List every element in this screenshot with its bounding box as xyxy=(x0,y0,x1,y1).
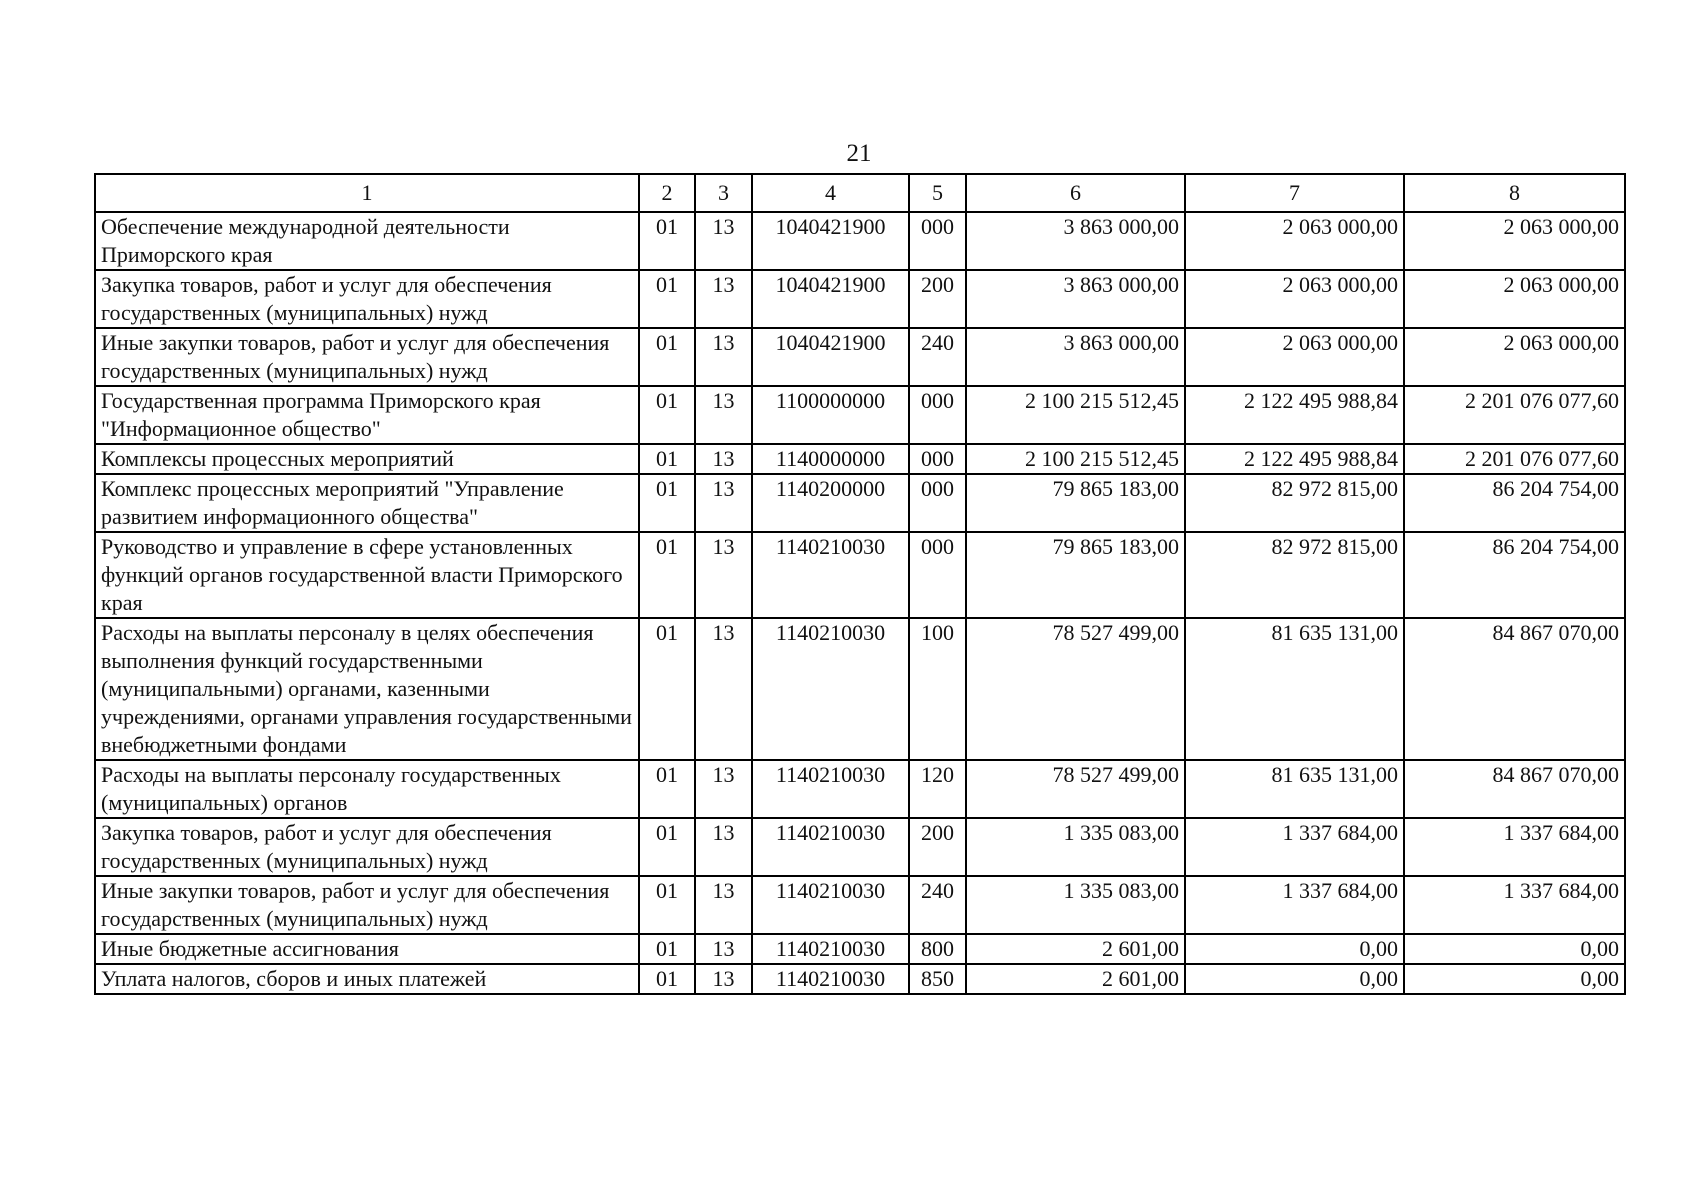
subsection-code: 13 xyxy=(695,876,752,934)
expense-type-code: 200 xyxy=(909,818,966,876)
amount-col-7: 2 063 000,00 xyxy=(1185,270,1404,328)
amount-col-6: 2 100 215 512,45 xyxy=(966,444,1185,474)
table-row xyxy=(95,964,1625,994)
target-article-code: 1040421900 xyxy=(752,328,909,386)
table-row xyxy=(95,934,1625,964)
section-code: 01 xyxy=(639,934,695,964)
subsection-code: 13 xyxy=(695,532,752,618)
subsection-code: 13 xyxy=(695,760,752,818)
section-code: 01 xyxy=(639,444,695,474)
column-header: 3 xyxy=(695,174,752,212)
subsection-code: 13 xyxy=(695,386,752,444)
amount-col-8: 2 201 076 077,60 xyxy=(1404,444,1625,474)
amount-col-6: 3 863 000,00 xyxy=(966,212,1185,270)
amount-col-8: 1 337 684,00 xyxy=(1404,818,1625,876)
section-code: 01 xyxy=(639,818,695,876)
table-row xyxy=(95,876,1625,934)
amount-col-7: 81 635 131,00 xyxy=(1185,618,1404,760)
row-name: Обеспечение международной деятельности Приморского края xyxy=(95,212,639,270)
row-name: Расходы на выплаты персоналу в целях обеспечения выполнения функций государственными (муниципальными) органами, казенными учреждениями, органами управления государственными внебюджетными фондами xyxy=(95,618,639,760)
expense-type-code: 800 xyxy=(909,934,966,964)
expense-type-code: 100 xyxy=(909,618,966,760)
amount-col-6: 79 865 183,00 xyxy=(966,532,1185,618)
amount-col-8: 84 867 070,00 xyxy=(1404,618,1625,760)
amount-col-6: 2 601,00 xyxy=(966,964,1185,994)
expense-type-code: 240 xyxy=(909,328,966,386)
section-code: 01 xyxy=(639,328,695,386)
subsection-code: 13 xyxy=(695,474,752,532)
target-article-code: 1140210030 xyxy=(752,760,909,818)
column-header: 8 xyxy=(1404,174,1625,212)
target-article-code: 1040421900 xyxy=(752,270,909,328)
amount-col-7: 0,00 xyxy=(1185,934,1404,964)
section-code: 01 xyxy=(639,964,695,994)
amount-col-6: 3 863 000,00 xyxy=(966,328,1185,386)
target-article-code: 1140210030 xyxy=(752,964,909,994)
row-name: Закупка товаров, работ и услуг для обеспечения государственных (муниципальных) нужд xyxy=(95,270,639,328)
expense-type-code: 120 xyxy=(909,760,966,818)
amount-col-6: 2 601,00 xyxy=(966,934,1185,964)
subsection-code: 13 xyxy=(695,328,752,386)
column-header: 7 xyxy=(1185,174,1404,212)
expense-type-code: 000 xyxy=(909,386,966,444)
expense-type-code: 200 xyxy=(909,270,966,328)
subsection-code: 13 xyxy=(695,618,752,760)
amount-col-6: 79 865 183,00 xyxy=(966,474,1185,532)
amount-col-8: 2 063 000,00 xyxy=(1404,270,1625,328)
target-article-code: 1100000000 xyxy=(752,386,909,444)
amount-col-7: 2 122 495 988,84 xyxy=(1185,386,1404,444)
subsection-code: 13 xyxy=(695,934,752,964)
section-code: 01 xyxy=(639,386,695,444)
section-code: 01 xyxy=(639,532,695,618)
table-row xyxy=(95,270,1625,328)
amount-col-7: 2 063 000,00 xyxy=(1185,328,1404,386)
section-code: 01 xyxy=(639,876,695,934)
expense-type-code: 000 xyxy=(909,532,966,618)
table-header-row xyxy=(95,174,1625,212)
column-header: 1 xyxy=(95,174,639,212)
row-name: Комплексы процессных мероприятий xyxy=(95,444,639,474)
amount-col-7: 82 972 815,00 xyxy=(1185,532,1404,618)
section-code: 01 xyxy=(639,270,695,328)
expense-type-code: 240 xyxy=(909,876,966,934)
row-name: Руководство и управление в сфере установленных функций органов государственной власти Приморского края xyxy=(95,532,639,618)
expense-type-code: 000 xyxy=(909,444,966,474)
target-article-code: 1140210030 xyxy=(752,532,909,618)
amount-col-8: 86 204 754,00 xyxy=(1404,532,1625,618)
amount-col-6: 78 527 499,00 xyxy=(966,618,1185,760)
row-name: Расходы на выплаты персоналу государственных (муниципальных) органов xyxy=(95,760,639,818)
target-article-code: 1140210030 xyxy=(752,876,909,934)
target-article-code: 1140000000 xyxy=(752,444,909,474)
row-name: Комплекс процессных мероприятий "Управление развитием информационного общества" xyxy=(95,474,639,532)
page-number: 21 xyxy=(846,140,872,167)
amount-col-8: 86 204 754,00 xyxy=(1404,474,1625,532)
amount-col-8: 0,00 xyxy=(1404,964,1625,994)
amount-col-8: 2 201 076 077,60 xyxy=(1404,386,1625,444)
table-row xyxy=(95,818,1625,876)
amount-col-7: 81 635 131,00 xyxy=(1185,760,1404,818)
subsection-code: 13 xyxy=(695,212,752,270)
amount-col-8: 0,00 xyxy=(1404,934,1625,964)
target-article-code: 1140210030 xyxy=(752,934,909,964)
row-name: Иные закупки товаров, работ и услуг для обеспечения государственных (муниципальных) нужд xyxy=(95,876,639,934)
amount-col-8: 2 063 000,00 xyxy=(1404,212,1625,270)
target-article-code: 1140210030 xyxy=(752,618,909,760)
table-row xyxy=(95,386,1625,444)
amount-col-7: 2 122 495 988,84 xyxy=(1185,444,1404,474)
table-row xyxy=(95,474,1625,532)
target-article-code: 1140210030 xyxy=(752,818,909,876)
amount-col-8: 1 337 684,00 xyxy=(1404,876,1625,934)
amount-col-6: 78 527 499,00 xyxy=(966,760,1185,818)
column-header: 2 xyxy=(639,174,695,212)
section-code: 01 xyxy=(639,760,695,818)
column-header: 5 xyxy=(909,174,966,212)
amount-col-6: 3 863 000,00 xyxy=(966,270,1185,328)
row-name: Уплата налогов, сборов и иных платежей xyxy=(95,964,639,994)
subsection-code: 13 xyxy=(695,964,752,994)
section-code: 01 xyxy=(639,474,695,532)
row-name: Закупка товаров, работ и услуг для обеспечения государственных (муниципальных) нужд xyxy=(95,818,639,876)
expense-type-code: 000 xyxy=(909,474,966,532)
amount-col-7: 2 063 000,00 xyxy=(1185,212,1404,270)
expense-type-code: 000 xyxy=(909,212,966,270)
column-header: 6 xyxy=(966,174,1185,212)
amount-col-7: 82 972 815,00 xyxy=(1185,474,1404,532)
target-article-code: 1040421900 xyxy=(752,212,909,270)
table-row xyxy=(95,532,1625,618)
expense-type-code: 850 xyxy=(909,964,966,994)
table-row xyxy=(95,212,1625,270)
budget-table xyxy=(94,173,1626,995)
section-code: 01 xyxy=(639,618,695,760)
amount-col-8: 84 867 070,00 xyxy=(1404,760,1625,818)
subsection-code: 13 xyxy=(695,270,752,328)
subsection-code: 13 xyxy=(695,818,752,876)
amount-col-8: 2 063 000,00 xyxy=(1404,328,1625,386)
amount-col-7: 0,00 xyxy=(1185,964,1404,994)
row-name: Государственная программа Приморского края "Информационное общество" xyxy=(95,386,639,444)
amount-col-6: 1 335 083,00 xyxy=(966,818,1185,876)
section-code: 01 xyxy=(639,212,695,270)
column-header: 4 xyxy=(752,174,909,212)
target-article-code: 1140200000 xyxy=(752,474,909,532)
row-name: Иные закупки товаров, работ и услуг для обеспечения государственных (муниципальных) нужд xyxy=(95,328,639,386)
amount-col-6: 1 335 083,00 xyxy=(966,876,1185,934)
subsection-code: 13 xyxy=(695,444,752,474)
row-name: Иные бюджетные ассигнования xyxy=(95,934,639,964)
table-row xyxy=(95,328,1625,386)
amount-col-6: 2 100 215 512,45 xyxy=(966,386,1185,444)
table-row xyxy=(95,444,1625,474)
amount-col-7: 1 337 684,00 xyxy=(1185,876,1404,934)
table-row xyxy=(95,618,1625,760)
table-row xyxy=(95,760,1625,818)
amount-col-7: 1 337 684,00 xyxy=(1185,818,1404,876)
